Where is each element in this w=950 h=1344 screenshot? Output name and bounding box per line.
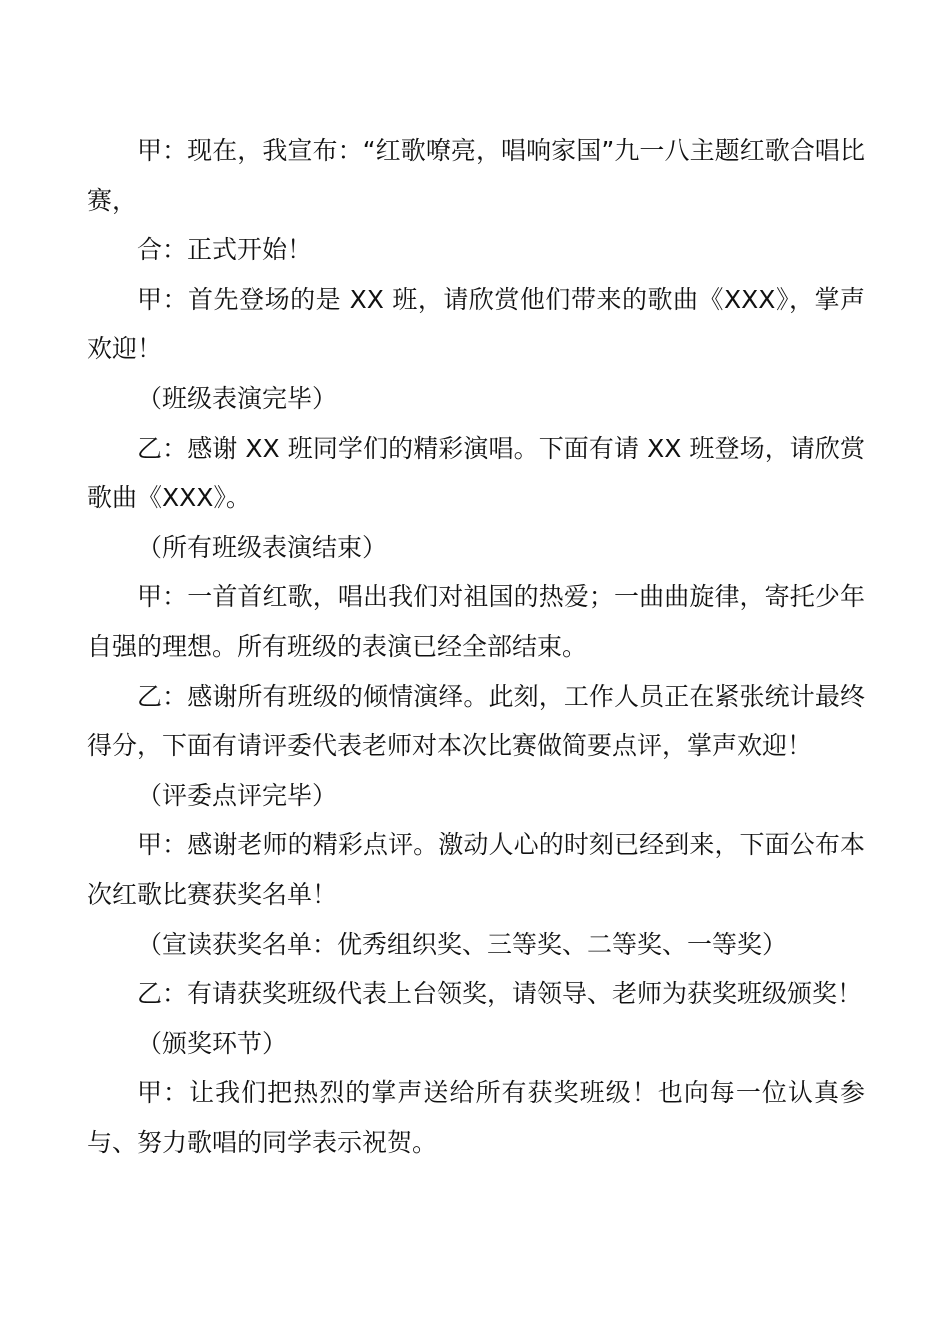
paragraph: 乙：有请获奖班级代表上台领奖，请领导、老师为获奖班级颁奖！ bbox=[137, 979, 863, 1009]
paragraph: 甲：一首首红歌，唱出我们对祖国的热爱；一曲曲旋律，寄托少年自强的理想。所有班级的表演已经全部结束。 bbox=[87, 582, 865, 661]
paragraph: 甲：感谢老师的精彩点评。激动人心的时刻已经到来，下面公布本次红歌比赛获奖名单！ bbox=[87, 830, 865, 909]
paragraph: （班级表演完毕） bbox=[137, 383, 338, 413]
document-body bbox=[87, 126, 865, 1167]
paragraph: 甲：现在，我宣布：“红歌嘹亮，唱响家国”九一八主题红歌合唱比赛， bbox=[87, 136, 865, 215]
paragraph: （颁奖环节） bbox=[137, 1028, 288, 1058]
paragraph: （宣读获奖名单：优秀组织奖、三等奖、二等奖、一等奖） bbox=[137, 929, 788, 959]
paragraph: 甲：让我们把热烈的掌声送给所有获奖班级！也向每一位认真参与、努力歌唱的同学表示祝贺。 bbox=[87, 1078, 865, 1157]
paragraph: 乙：感谢 XX 班同学们的精彩演唱。下面有请 XX 班登场，请欣赏歌曲《XXX》。 bbox=[87, 433, 865, 513]
paragraph: 甲：首先登场的是 XX 班，请欣赏他们带来的歌曲《XXX》，掌声欢迎！ bbox=[87, 284, 865, 364]
paragraph: 合：正式开始！ bbox=[137, 235, 313, 265]
paragraph: 乙：感谢所有班级的倾情演绎。此刻，工作人员正在紧张统计最终得分，下面有请评委代表老师对本次比赛做简要点评，掌声欢迎！ bbox=[87, 681, 865, 761]
paragraph: （评委点评完毕） bbox=[137, 780, 338, 810]
paragraph: （所有班级表演结束） bbox=[137, 532, 388, 562]
